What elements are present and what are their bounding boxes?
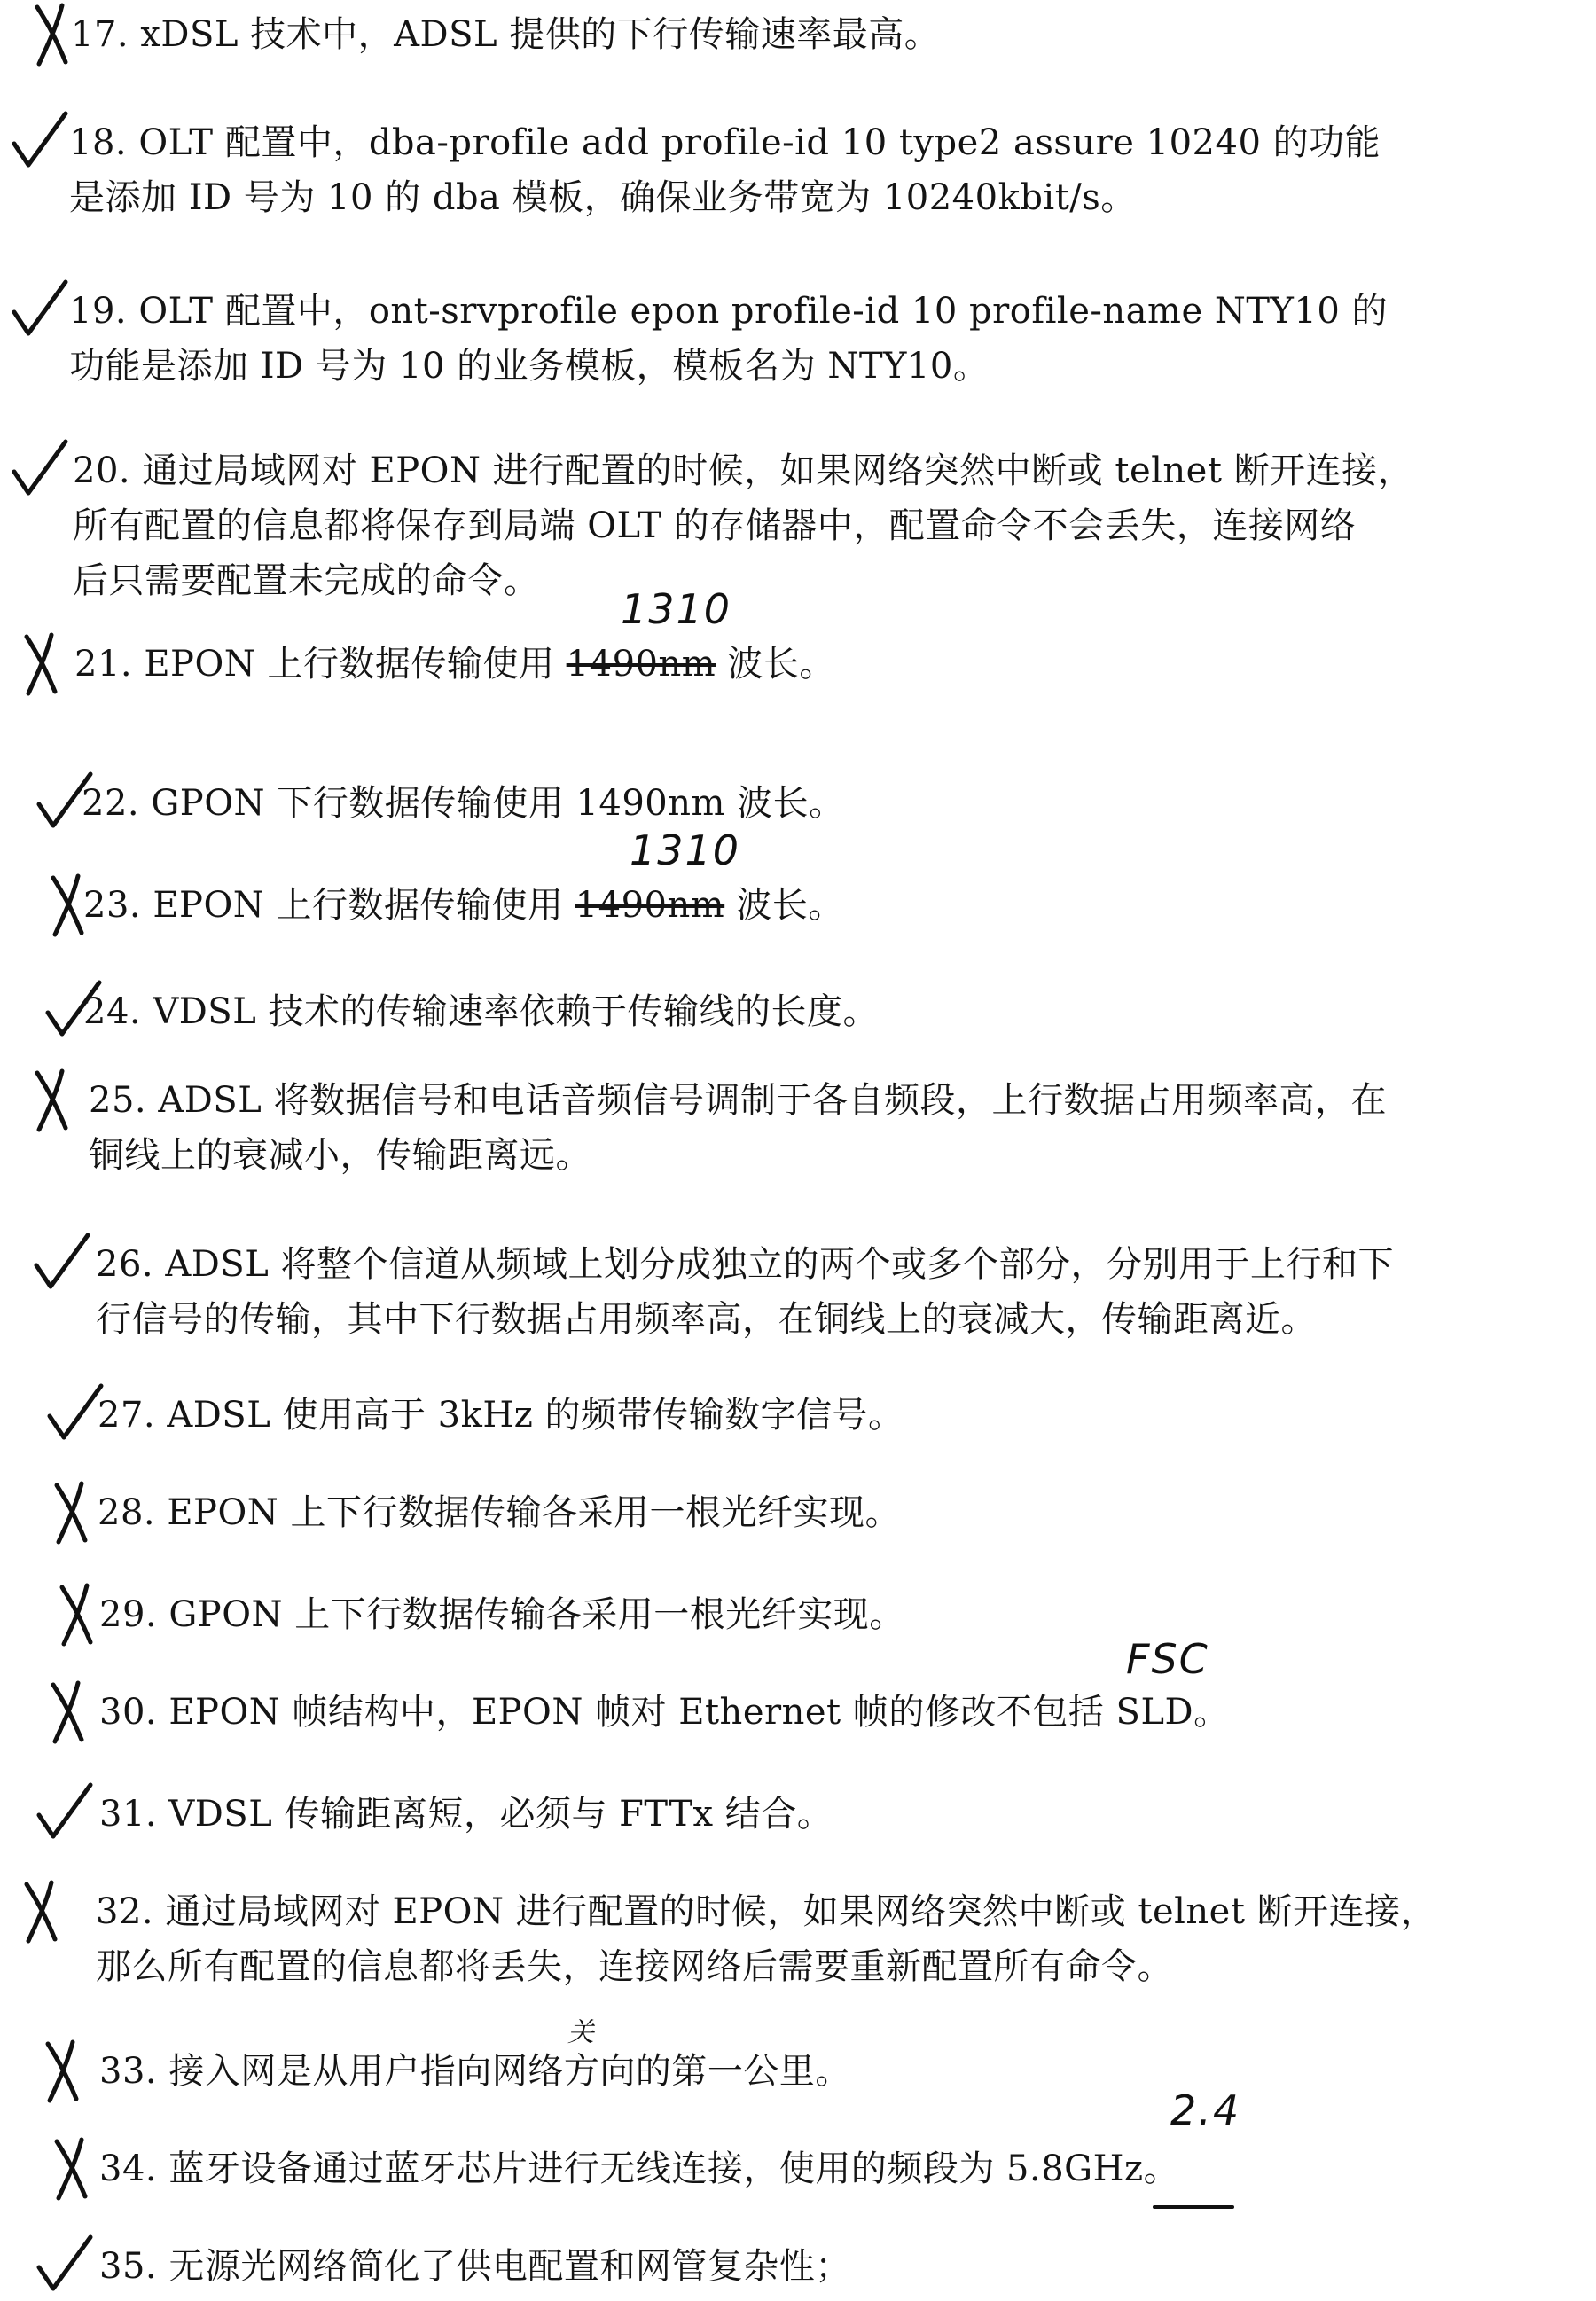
handwritten-correction: FSC: [1126, 1635, 1209, 1683]
question-text: [98, 1388, 1569, 1443]
question-line: 33. 接入网是从用户指向网络方向的第一公里。: [99, 2051, 851, 2092]
question-text: [83, 984, 1569, 1039]
question-text: [69, 284, 1569, 394]
question-line: 20. 通过局域网对 EPON 进行配置的时候，如果网络突然中断或 telnet 断开连接，: [73, 450, 1414, 491]
question-text: [96, 1237, 1569, 1347]
question-line: 21. EPON 上行数据传输使用 1490nm 波长。: [74, 644, 835, 685]
question-line: 30. EPON 帧结构中，EPON 帧对 Ethernet 帧的修改不包括 SLD。: [99, 1692, 1230, 1733]
handwritten-correction: 1310: [621, 585, 732, 633]
handwritten-correction: 2.4: [1170, 2086, 1241, 2134]
question-text: [82, 776, 1569, 831]
question-line: 25. ADSL 将数据信号和电话音频信号调制于各自频段，上行数据占用频率高，在: [89, 1080, 1387, 1121]
question-line: 功能是添加 ID 号为 10 的业务模板，模板名为 NTY10。: [69, 346, 990, 387]
question-line: 27. ADSL 使用高于 3kHz 的频带传输数字信号。: [98, 1395, 904, 1436]
struck-value: 1490nm: [566, 644, 716, 685]
question-line: 铜线上的衰减小，传输距离远。: [89, 1135, 591, 1176]
question-text: [99, 2044, 1569, 2099]
cross-mark-icon: [43, 1679, 105, 1743]
cross-mark-icon: [16, 1879, 78, 1943]
question-line: 28. EPON 上下行数据传输各采用一根光纤实现。: [98, 1492, 901, 1533]
question-text: [74, 637, 1569, 692]
handwritten-correction: 关: [567, 2017, 596, 2048]
question-text: [99, 1587, 1569, 1642]
question-text: [99, 1787, 1569, 1842]
struck-value: 1490nm: [575, 885, 725, 926]
question-text: [73, 443, 1569, 608]
question-line: 17. xDSL 技术中，ADSL 提供的下行传输速率最高。: [71, 14, 941, 55]
question-line: 34. 蓝牙设备通过蓝牙芯片进行无线连接，使用的频段为 5.8GHz。: [99, 2148, 1180, 2189]
question-line: 19. OLT 配置中，ont-srvprofile epon profile-id 10 profile-name NTY10 的: [69, 291, 1389, 332]
question-line: 18. OLT 配置中，dba-profile add profile-id 10 type2 assure 10240 的功能: [69, 122, 1381, 163]
question-line: 23. EPON 上行数据传输使用 1490nm 波长。: [83, 885, 844, 926]
cross-mark-icon: [37, 2039, 99, 2102]
cross-mark-icon: [27, 1068, 89, 1131]
question-text: [69, 115, 1569, 225]
question-line: 29. GPON 上下行数据传输各采用一根光纤实现。: [99, 1594, 905, 1635]
question-line: 行信号的传输，其中下行数据占用频率高，在铜线上的衰减大，传输距离近。: [96, 1299, 1317, 1340]
handwritten-correction: 1310: [630, 826, 741, 874]
check-mark-icon: [9, 438, 71, 502]
check-mark-icon: [31, 1232, 93, 1295]
check-mark-icon: [34, 2234, 96, 2297]
question-text: [83, 878, 1569, 933]
question-text: [98, 1485, 1569, 1540]
handwritten-underline: [1153, 2205, 1234, 2209]
question-line: 32. 通过局域网对 EPON 进行配置的时候，如果网络突然中断或 telnet 断开连接，: [96, 1891, 1437, 1932]
check-mark-icon: [34, 1781, 96, 1845]
question-text: [99, 2239, 1569, 2294]
question-line: 26. ADSL 将整个信道从频域上划分成独立的两个或多个部分，分别用于上行和下: [96, 1244, 1394, 1285]
question-text: [96, 1884, 1569, 1994]
cross-mark-icon: [16, 631, 78, 695]
question-line: 后只需要配置未完成的命令。: [73, 560, 540, 601]
question-line: 24. VDSL 技术的传输速率依赖于传输线的长度。: [83, 991, 879, 1032]
question-line: 35. 无源光网络简化了供电配置和网管复杂性；: [99, 2246, 851, 2287]
question-line: 22. GPON 下行数据传输使用 1490nm 波长。: [82, 783, 845, 824]
question-text: [89, 1073, 1569, 1183]
question-line: 31. VDSL 传输距离短，必须与 FTTx 结合。: [99, 1794, 833, 1835]
question-line: 所有配置的信息都将保存到局端 OLT 的存储器中，配置命令不会丢失，连接网络: [73, 505, 1357, 546]
question-text: [71, 7, 1569, 62]
question-line: 是添加 ID 号为 10 的 dba 模板，确保业务带宽为 10240kbit/s。: [69, 177, 1137, 218]
check-mark-icon: [9, 110, 71, 174]
check-mark-icon: [9, 278, 71, 342]
question-line: 那么所有配置的信息都将丢失，连接网络后需要重新配置所有命令。: [96, 1946, 1173, 1987]
question-text: [99, 2141, 1569, 2196]
question-text: [99, 1685, 1569, 1740]
